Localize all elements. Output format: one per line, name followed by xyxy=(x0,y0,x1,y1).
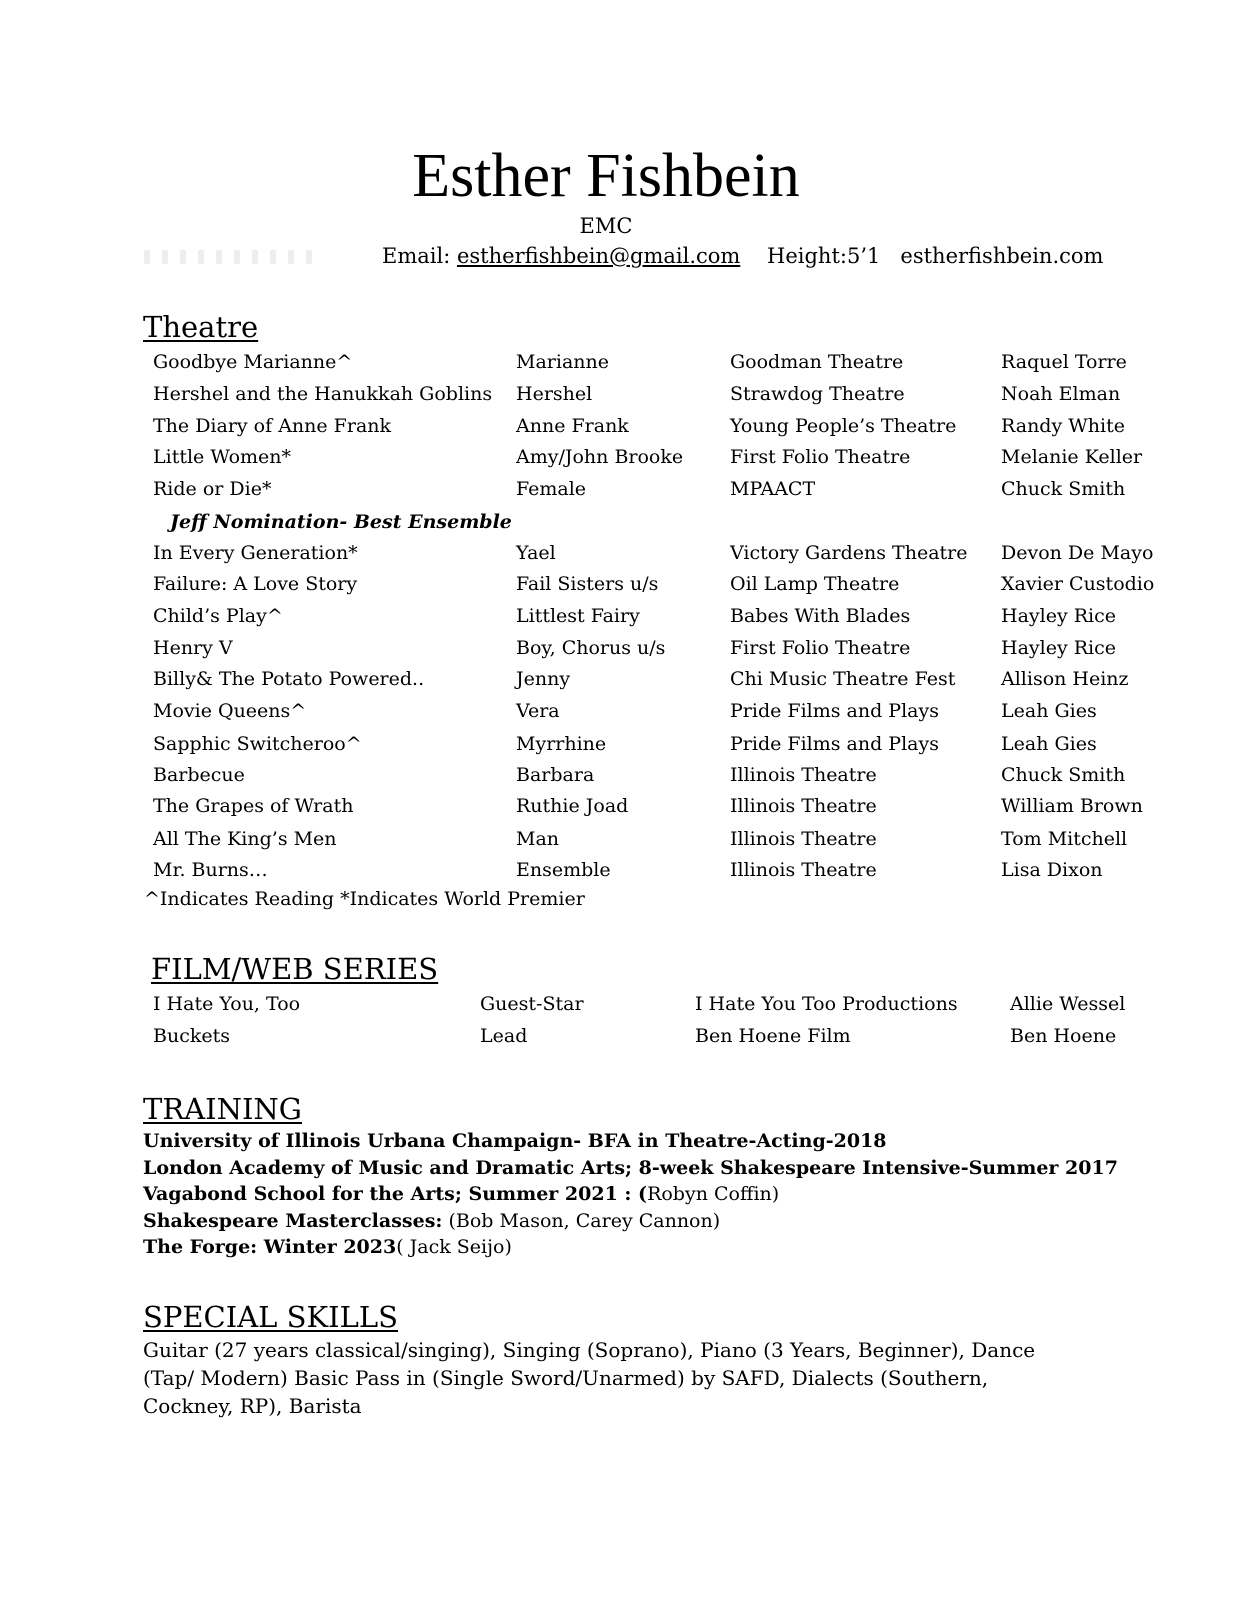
training-institution: Shakespeare Masterclasses: xyxy=(143,1210,443,1232)
theatre-director: Chuck Smith xyxy=(1001,478,1126,500)
theatre-director: Leah Gies xyxy=(1001,700,1097,722)
theatre-heading: Theatre xyxy=(143,310,259,344)
theatre-director: Randy White xyxy=(1001,415,1125,437)
theatre-production: The Diary of Anne Frank xyxy=(153,415,392,437)
award-note: Jeff Nomination- Best Ensemble xyxy=(170,511,512,533)
theatre-production: Barbecue xyxy=(153,764,245,786)
film-role: Lead xyxy=(480,1025,528,1047)
theatre-production: Goodbye Marianne^ xyxy=(153,351,353,373)
theatre-director: Xavier Custodio xyxy=(1001,573,1155,595)
theatre-role: Boy, Chorus u/s xyxy=(516,637,666,659)
theatre-company: Chi Music Theatre Fest xyxy=(730,668,956,690)
film-director: Allie Wessel xyxy=(1010,993,1126,1015)
theatre-production: Little Women* xyxy=(153,446,292,468)
theatre-production: Billy& The Potato Powered.. xyxy=(153,668,425,690)
website: estherfishbein.com xyxy=(900,244,1104,268)
training-institution: University of Illinois Urbana Champaign- BFA in Theatre-Acting-2018 xyxy=(143,1130,887,1152)
film-director: Ben Hoene xyxy=(1010,1025,1117,1047)
theatre-director: Leah Gies xyxy=(1001,733,1097,755)
theatre-production: Hershel and the Hanukkah Goblins xyxy=(153,383,493,405)
theatre-company: Illinois Theatre xyxy=(730,828,877,850)
theatre-company: Babes With Blades xyxy=(730,605,911,627)
theatre-production: All The King’s Men xyxy=(153,828,337,850)
theatre-production: Failure: A Love Story xyxy=(153,573,358,595)
training-institution: The Forge: Winter 2023 xyxy=(143,1236,397,1258)
theatre-director: William Brown xyxy=(1001,795,1143,817)
theatre-company: Goodman Theatre xyxy=(730,351,904,373)
theatre-company: First Folio Theatre xyxy=(730,446,911,468)
theatre-director: Hayley Rice xyxy=(1001,637,1116,659)
theatre-director: Melanie Keller xyxy=(1001,446,1143,468)
theatre-company: Strawdog Theatre xyxy=(730,383,905,405)
theatre-company: Illinois Theatre xyxy=(730,764,877,786)
training-line xyxy=(143,1155,1118,1181)
theatre-role: Man xyxy=(516,828,560,850)
theatre-production: In Every Generation* xyxy=(153,542,358,564)
contact-line xyxy=(382,242,1103,270)
training-line xyxy=(143,1208,720,1234)
theatre-legend: ^Indicates Reading *Indicates World Premier xyxy=(144,888,585,910)
theatre-director: Hayley Rice xyxy=(1001,605,1116,627)
theatre-company: Illinois Theatre xyxy=(730,859,877,881)
training-line xyxy=(143,1234,512,1260)
film-heading: FILM/WEB SERIES xyxy=(151,952,439,986)
theatre-role: Female xyxy=(516,478,587,500)
theatre-production: Mr. Burns… xyxy=(153,859,268,881)
theatre-company: Oil Lamp Theatre xyxy=(730,573,900,595)
theatre-production: Ride or Die* xyxy=(153,478,272,500)
skills-heading: SPECIAL SKILLS xyxy=(143,1300,398,1334)
training-instructors: ( Jack Seijo) xyxy=(396,1236,512,1258)
training-line xyxy=(143,1181,779,1207)
theatre-company: First Folio Theatre xyxy=(730,637,911,659)
film-title: I Hate You, Too xyxy=(153,993,301,1015)
training-institution: Vagabond School for the Arts; Summer 2021 : ( xyxy=(143,1183,648,1205)
theatre-role: Marianne xyxy=(516,351,609,373)
film-company: Ben Hoene Film xyxy=(695,1025,851,1047)
training-instructors: Robyn Coffin) xyxy=(647,1183,780,1205)
theatre-production: Henry V xyxy=(153,637,233,659)
theatre-production: Movie Queens^ xyxy=(153,700,307,722)
theatre-role: Jenny xyxy=(516,668,571,690)
theatre-role: Myrrhine xyxy=(516,733,607,755)
theatre-company: Victory Gardens Theatre xyxy=(730,542,968,564)
email-label: Email: xyxy=(382,244,451,268)
theatre-production: The Grapes of Wrath xyxy=(153,795,354,817)
theatre-director: Chuck Smith xyxy=(1001,764,1126,786)
theatre-role: Ensemble xyxy=(516,859,611,881)
theatre-company: Young People’s Theatre xyxy=(730,415,957,437)
union-status: EMC xyxy=(579,214,633,238)
theatre-role: Vera xyxy=(516,700,560,722)
email-link[interactable]: estherfishbein@gmail.com xyxy=(456,244,741,268)
theatre-role: Anne Frank xyxy=(516,415,629,437)
theatre-role: Yael xyxy=(516,542,556,564)
resume-name: Esther Fishbein xyxy=(412,142,800,210)
theatre-company: Illinois Theatre xyxy=(730,795,877,817)
height: Height:5’1 xyxy=(767,244,881,268)
theatre-production: Child’s Play^ xyxy=(153,605,283,627)
theatre-director: Allison Heinz xyxy=(1001,668,1129,690)
training-institution: London Academy of Music and Dramatic Arts; 8-week Shakespeare Intensive-Summer 2017 xyxy=(143,1157,1118,1179)
theatre-role: Littlest Fairy xyxy=(516,605,640,627)
theatre-role: Hershel xyxy=(516,383,593,405)
theatre-role: Fail Sisters u/s xyxy=(516,573,659,595)
theatre-company: MPAACT xyxy=(730,478,816,500)
film-title: Buckets xyxy=(153,1025,230,1047)
theatre-company: Pride Films and Plays xyxy=(730,700,939,722)
film-role: Guest-Star xyxy=(480,993,584,1015)
training-line xyxy=(143,1128,887,1154)
theatre-role: Barbara xyxy=(516,764,595,786)
theatre-company: Pride Films and Plays xyxy=(730,733,939,755)
film-company: I Hate You Too Productions xyxy=(695,993,958,1015)
theatre-production: Sapphic Switcheroo^ xyxy=(153,733,362,755)
theatre-director: Tom Mitchell xyxy=(1001,828,1128,850)
redacted-phone xyxy=(144,250,324,264)
theatre-director: Lisa Dixon xyxy=(1001,859,1103,881)
skills-text: Guitar (27 years classical/singing), Singing (Soprano), Piano (3 Years, Beginner), Dance (Tap/ Modern) Basic Pass in (Single Sword/Unarmed) by SAFD, Dialects (Southern, Cockney, RP), Barista xyxy=(143,1338,1036,1418)
theatre-director: Raquel Torre xyxy=(1001,351,1127,373)
theatre-role: Amy/John Brooke xyxy=(516,446,684,468)
training-heading: TRAINING xyxy=(143,1092,302,1126)
training-instructors: (Bob Mason, Carey Cannon) xyxy=(442,1210,721,1232)
theatre-director: Noah Elman xyxy=(1001,383,1121,405)
theatre-director: Devon De Mayo xyxy=(1001,542,1154,564)
theatre-role: Ruthie Joad xyxy=(516,795,629,817)
